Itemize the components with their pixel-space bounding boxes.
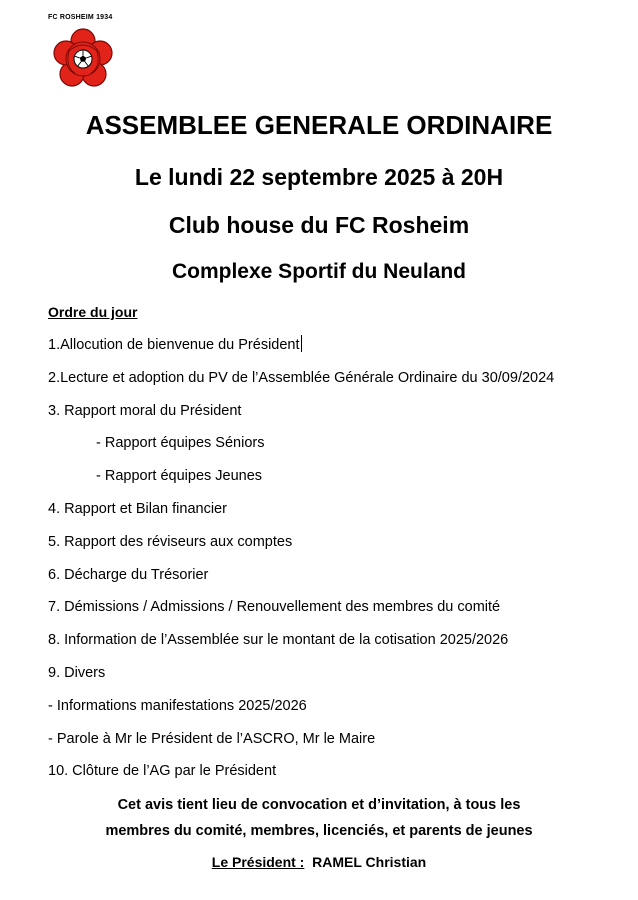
- notice-line: membres du comité, membres, licenciés, et parents de jeunes: [105, 823, 533, 839]
- meeting-venue: Club house du FC Rosheim: [168, 212, 470, 238]
- meeting-title: ASSEMBLEE GENERALE ORDINAIRE: [85, 110, 553, 140]
- agenda-list: [48, 334, 628, 793]
- convocation-notice: [0, 792, 638, 844]
- notice-line: Cet avis tient lieu de convocation et d’invitation, à tous les: [117, 797, 521, 813]
- meeting-date: Le lundi 22 septembre 2025 à 20H: [134, 164, 504, 190]
- signature: [0, 854, 638, 870]
- agenda-item: - Parole à Mr le Président de l’ASCRO, Mr le Maire: [48, 730, 376, 747]
- signature-name: RAMEL Christian: [312, 854, 427, 870]
- agenda-item: 7. Démissions / Admissions / Renouvellement des membres du comité: [48, 599, 501, 616]
- agenda-subitem: - Rapport équipes Séniors: [96, 435, 265, 452]
- agenda-item: 4. Rapport et Bilan financier: [48, 500, 227, 517]
- agenda-item: [48, 334, 628, 367]
- text-cursor: [301, 335, 302, 352]
- agenda-subitem: - Rapport équipes Jeunes: [96, 468, 263, 485]
- agenda-item: 3. Rapport moral du Président: [48, 402, 242, 419]
- agenda-item: 8. Information de l’Assemblée sur le montant de la cotisation 2025/2026: [48, 632, 509, 649]
- agenda-item-text: 1.Allocution de bienvenue du Président: [48, 337, 300, 353]
- agenda-item: 2.Lecture et adoption du PV de l’Assemblée Générale Ordinaire du 30/09/2024: [48, 369, 555, 386]
- signature-role: Le Président :: [211, 854, 305, 870]
- agenda-item: 10. Clôture de l’AG par le Président: [48, 763, 277, 780]
- agenda-title: Ordre du jour: [48, 304, 138, 320]
- agenda-item: - Informations manifestations 2025/2026: [48, 697, 307, 714]
- logo-caption: FC ROSHEIM 1934: [48, 14, 113, 21]
- meeting-complex: Complexe Sportif du Neuland: [171, 260, 467, 283]
- agenda-item: 9. Divers: [48, 664, 106, 681]
- agenda-item: 5. Rapport des réviseurs aux comptes: [48, 533, 293, 550]
- agenda-item: 6. Décharge du Trésorier: [48, 566, 209, 583]
- rose-crest-icon: [52, 28, 114, 90]
- club-logo: [48, 12, 120, 94]
